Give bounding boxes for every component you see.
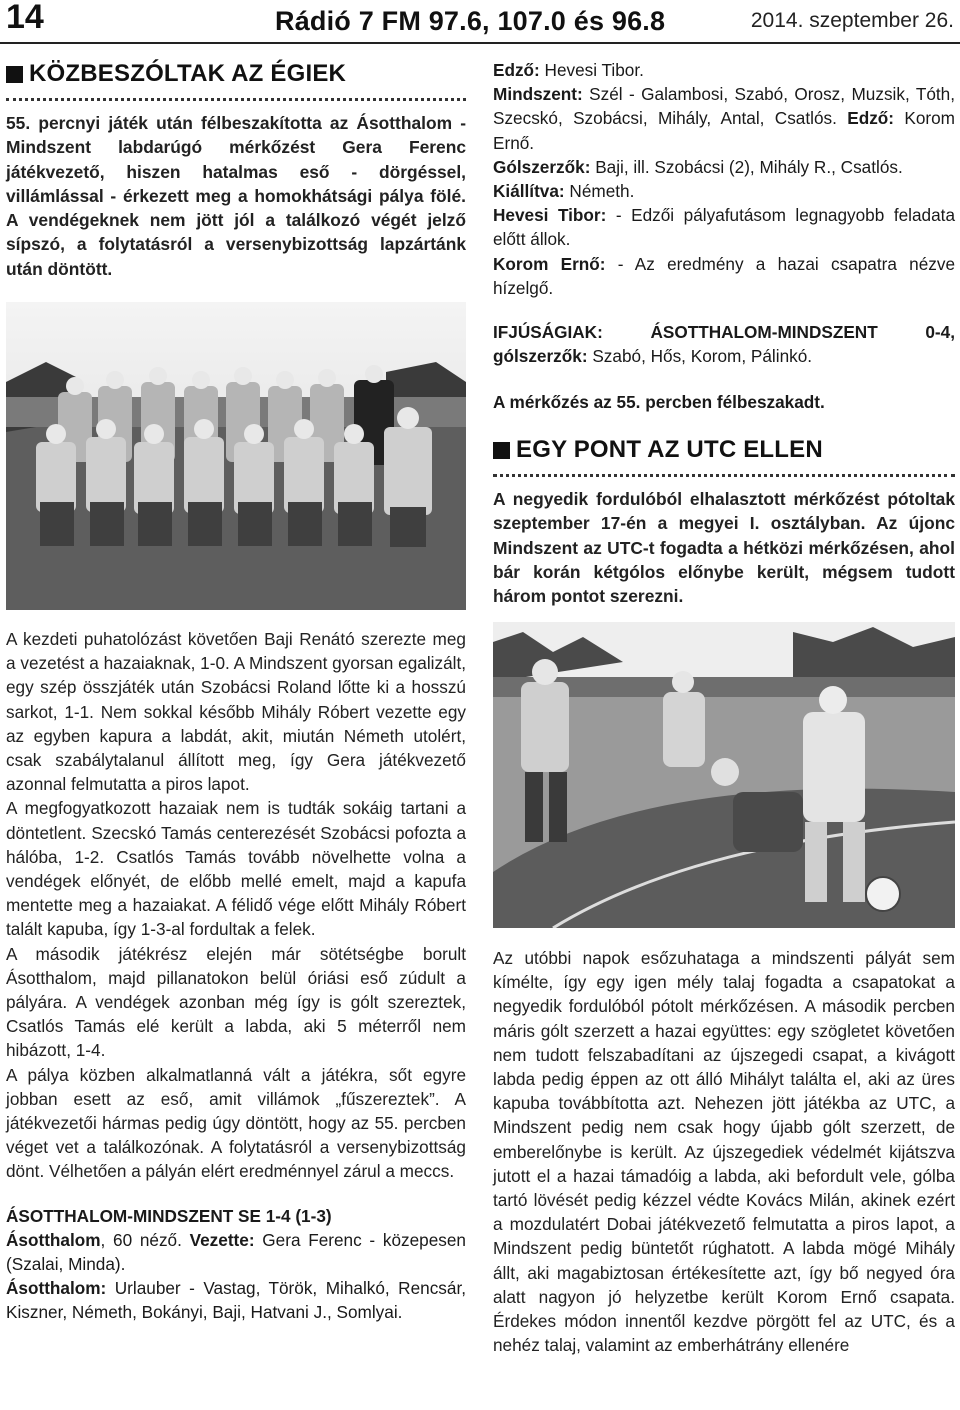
quote-away-coach: Korom Ernő: - Az eredmény a hazai csapatra nézve hízelgő. [493,253,956,298]
page-number: 14 [6,0,44,36]
article2-lead: A negyedik fordulóból elhalasztott mérkőzést pótoltak szeptember 17-én a megyei I. osztályban. Az újonc Mindszent az UTC-t fogadta a hétközi mérkőzésen, ahol bár korán kétgólos előnybe került, mégsem tudott három pontot szerezni. [493,489,955,607]
scorers-line: Gólszerzők: Baji, ill. Szobácsi (2), Mihály R., Csatlós. [493,156,903,177]
header-rule [0,42,960,44]
article1-body [6,627,466,1325]
team-photo-image [6,302,466,610]
article1-title: KÖZBESZÓLTAK AZ ÉGIEK [6,58,466,90]
title-dotted-rule [493,474,955,477]
right-column-match-info [493,58,955,415]
section-square-icon [493,442,510,459]
quote-home-coach: Hevesi Tibor: - Edzői pályafutásom legnagyobb feladata előtt állok. [493,205,956,250]
match-venue-line: Ásotthalom, 60 néző. Vezette: Gera Ferenc - közepesen (Szalai, Minda). [6,1229,466,1275]
article1-paragraph: A pálya közben alkalmatlanná vált a játékra, sőt egyre jobban esett az eső, amit villámok „fűszereztek”. A játékvezetői hármas pedig úgy döntött, hogy az 55. percben véget vet a találkozónak. A folytatásról a versenybizottság dönt. Vélhetően a pályán elért eredménnyel zárul a meccs. [6,1064,466,1182]
article2-title: EGY PONT AZ UTC ELLEN [493,434,955,466]
match-action-photo [493,622,955,928]
section-square-icon [6,66,23,83]
article2-header [493,434,955,608]
sentoff-line: Kiállítva: Németh. [493,181,635,202]
page-header [0,0,960,44]
article2-body [493,946,955,1357]
article1-paragraph: A kezdeti puhatolózást követően Baji Renátó szerezte meg a vezetést a hazaiaknak, 1-0. A Mindszent gyorsan egalizált, egy szép összjáték után Szobácsi Roland lőtte ki a hosszú sarkot, 1-1. Nem sokkal később Mihály Róbert vezette egy az egyben kapura a labdát, akit, miután Németh utolért, csak szabálytalanul állított meg, így Gera játékvezető azonnal felmutatta a piros lapot. [6,629,466,795]
team-photo [6,302,466,610]
abandoned-note: A mérkőzés az 55. percben félbeszakadt. [493,392,825,413]
article2-paragraph: Az utóbbi napok esőzuhataga a mindszenti pályát sem kímélte, így egy igen mély talaj fogadta a csapatokat a negyedik fordulóból pótolt mérkőzésen. A második percben máris gólt szerzett a hazai együttes: egy szögletet követően nem tudott felszabadítani az újszegedi csapat, a kivágott labda pedig éppen az ott álló Mihályt találta el, aki az üres kapuba továbbította azt. Nehezen jött játékba az UTC, a Mindszent pedig nem csak hogy újabb gólt szerzett, de emberelőnybe is került. Az újszegediek védelmét kijátszva jutott el a hazai támadóig a labda, aki befordult vele, gólba tartó lövését pedig kézzel védte Kovács Milán, akinek ezért a mozdulatért Dobai játékvezető felmutatta a piros lapot, a Mindszent pedig büntetőt rúghatott. A labda mögé Mihály állt, aki magabiztosan értékesítette azt, így bő negyed óra alatt nagyon jó helyzetbe került Korom Ernő csapata. Érdekes módon innentől kezdve pörgött fel az UTC, és a nehéz talaj, valamint az emberhátrány ellenére [493,948,955,1356]
article1-paragraph: A megfogyatkozott hazaiak nem is tudták sokáig tartani a döntetlent. Szecskó Tamás centerezését Szobácsi pofozta a hálóba, 1-2. Csatlós Tamás tovább növelhette volna a vendégek előnyét, de előbb mellé emelt, majd a kapufa mentette meg a hazaiakat. A félidő vége előtt Mihály Róbert talált kapuba, így 1-3-al fordultak a felek. [6,798,466,940]
home-lineup: Ásotthalom: Urlauber - Vastag, Török, Mihalkó, Rencsár, Kiszner, Németh, Bokányi, Baji, Hatvani J., Somlyai. [6,1278,466,1323]
match-action-image [493,622,955,928]
match-result-title: ÁSOTTHALOM-MINDSZENT SE 1-4 (1-3) [6,1205,332,1226]
youth-result: IFJÚSÁGIAK: ÁSOTTHALOM-MINDSZENT 0-4, gólszerzők: Szabó, Hős, Korom, Pálinkó. [493,322,955,367]
left-column [6,58,466,281]
station-banner: Rádió 7 FM 97.6, 107.0 és 96.8 [275,6,666,36]
away-lineup: Mindszent: Szél - Galambosi, Szabó, Orosz, Muzsik, Tóth, Szecskó, Szobácsi, Mihály, Antal, Csatlós. Edző: Korom Ernő. [493,84,955,153]
article1-paragraph: A második játékrész elején már sötétségbe borult Ásotthalom, majd pillanatokon belül óriási eső zúdult a pályára. A vendégek azonban még így is gólt szereztek, Csatlós Tamás elé került a labda, aki 5 méterről nem hibázott, 1-4. [6,943,466,1061]
title-dotted-rule [6,98,466,101]
article1-lead: 55. percnyi játék után félbeszakította az Ásotthalom - Mindszent labdarúgó mérkőzést Gera Ferenc játékvezető, hiszen hatalmas eső - dörgéssel, villámlással - érkezett meg a homokhátsági pálya fölé. A vendégeknek nem jött jól a találkozó végét jelző sípszó, a folytatásról a versenybizottság lapzártánk után döntött. [6,113,466,279]
issue-date: 2014. szeptember 26. [750,9,954,32]
home-coach-line: Edző: Hevesi Tibor. [493,60,644,80]
